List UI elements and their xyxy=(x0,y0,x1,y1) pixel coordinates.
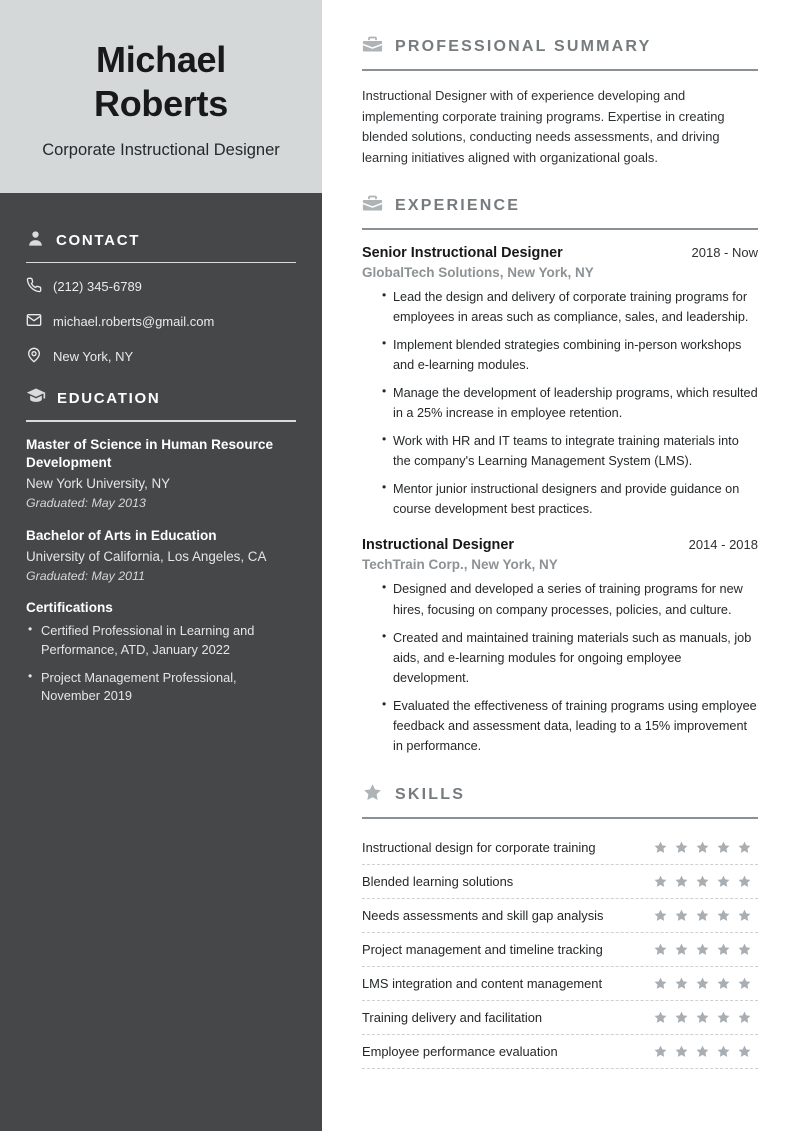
education-school: New York University, NY xyxy=(26,475,171,491)
skill-name: Project management and timeline tracking xyxy=(362,941,603,957)
skill-name: Instructional design for corporate training xyxy=(362,839,596,855)
education-heading-label: EDUCATION xyxy=(57,390,161,408)
education-school: University of California, Los Angeles, CA xyxy=(26,549,267,565)
education-heading xyxy=(26,386,296,411)
star-icon xyxy=(674,908,689,923)
skill-name: Blended learning solutions xyxy=(362,873,514,889)
location-pin-icon xyxy=(26,347,42,368)
experience-company: TechTrain Corp., New York, NY xyxy=(362,557,558,573)
name-header xyxy=(0,0,322,193)
education-item xyxy=(26,527,296,583)
star-icon xyxy=(695,1044,710,1059)
star-icon xyxy=(737,874,752,889)
star-icon xyxy=(695,942,710,957)
star-icon xyxy=(716,908,731,923)
star-icon xyxy=(737,976,752,991)
skills-list xyxy=(362,834,758,1069)
job-title: Corporate Instructional Designer xyxy=(42,140,280,159)
contact-phone[interactable] xyxy=(26,277,296,298)
skill-row xyxy=(362,1035,758,1069)
certifications-list xyxy=(26,622,296,705)
skill-rating xyxy=(653,976,758,991)
last-name: Roberts xyxy=(94,82,228,124)
star-icon xyxy=(737,908,752,923)
experience-heading-label: EXPERIENCE xyxy=(395,197,521,215)
sidebar xyxy=(0,0,322,1131)
star-icon xyxy=(716,1044,731,1059)
education-graduated: Graduated: May 2013 xyxy=(26,496,146,511)
skill-row xyxy=(362,933,758,967)
contact-phone-value: (212) 345-6789 xyxy=(53,279,142,295)
phone-icon xyxy=(26,277,42,298)
skill-rating xyxy=(653,874,758,889)
star-icon xyxy=(737,840,752,855)
skill-name: Needs assessments and skill gap analysis xyxy=(362,907,604,923)
skill-row xyxy=(362,865,758,899)
main-content xyxy=(322,0,800,1131)
list-item: • Project Management Professional, November 2019 xyxy=(26,669,296,706)
education-item xyxy=(26,436,296,510)
experience-dates: 2014 - 2018 xyxy=(688,537,758,553)
star-icon xyxy=(716,840,731,855)
summary-heading-label: PROFESSIONAL SUMMARY xyxy=(395,38,652,55)
star-icon xyxy=(674,942,689,957)
star-icon xyxy=(653,908,668,923)
star-icon xyxy=(674,1010,689,1025)
star-icon xyxy=(674,1044,689,1059)
sidebar-body xyxy=(0,193,322,1131)
education-degree: Master of Science in Human Resource Development xyxy=(26,436,274,470)
star-icon xyxy=(653,1044,668,1059)
summary-text: Instructional Designer with of experience developing and implementing corporate training programs. Expertise in creating blended solutions, conducting needs assessments, and driving learning initiatives aligned with organizational goals. xyxy=(362,87,725,166)
skill-name: Employee performance evaluation xyxy=(362,1043,558,1059)
education-degree: Bachelor of Arts in Education xyxy=(26,528,217,544)
experience-role: Instructional Designer xyxy=(362,537,514,554)
experience-section xyxy=(362,193,758,756)
summary-section xyxy=(362,34,758,169)
list-item: • Certified Professional in Learning and Performance, ATD, January 2022 xyxy=(26,622,296,659)
experience-job-header xyxy=(362,537,758,553)
summary-heading xyxy=(362,34,758,60)
briefcase-icon xyxy=(362,193,383,219)
star-icon xyxy=(695,908,710,923)
star-icon xyxy=(716,942,731,957)
experience-divider xyxy=(362,228,758,230)
list-item: • Manage the development of leadership programs, which resulted in a 25% increase in employee retention. xyxy=(382,383,758,423)
certifications-title: Certifications xyxy=(26,600,113,616)
skill-rating xyxy=(653,840,758,855)
star-icon xyxy=(695,840,710,855)
experience-dates: 2018 - Now xyxy=(691,244,758,260)
list-item: • Mentor junior instructional designers and provide guidance on course development best practices. xyxy=(382,479,758,519)
envelope-icon xyxy=(26,312,42,333)
experience-job xyxy=(362,245,758,520)
skill-rating xyxy=(653,1044,758,1059)
star-icon xyxy=(695,976,710,991)
contact-divider xyxy=(26,262,296,264)
list-item: • Designed and developed a series of training programs for new hires, focusing on company processes, policies, and culture. xyxy=(382,579,758,619)
contact-location[interactable] xyxy=(26,347,296,368)
skill-rating xyxy=(653,1010,758,1025)
experience-bullets xyxy=(362,579,758,756)
list-item: • Implement blended strategies combining in-person workshops and e-learning modules. xyxy=(382,335,758,375)
star-icon xyxy=(653,942,668,957)
skill-rating xyxy=(653,942,758,957)
experience-company: GlobalTech Solutions, New York, NY xyxy=(362,264,594,280)
education-graduated: Graduated: May 2011 xyxy=(26,569,145,584)
contact-heading xyxy=(26,229,296,253)
skill-row xyxy=(362,834,758,865)
education-section xyxy=(26,386,296,705)
star-icon xyxy=(737,942,752,957)
star-icon xyxy=(737,1044,752,1059)
star-icon xyxy=(716,1010,731,1025)
star-icon xyxy=(695,874,710,889)
skill-row xyxy=(362,1001,758,1035)
list-item: • Evaluated the effectiveness of training programs using employee feedback and assessment data, leading to a 15% improvement in performance. xyxy=(382,696,758,756)
list-item: • Lead the design and delivery of corporate training programs for employees in areas such as compliance, sales, and leadership. xyxy=(382,287,758,327)
star-icon xyxy=(653,1010,668,1025)
star-icon xyxy=(674,976,689,991)
experience-bullets xyxy=(362,287,758,520)
star-icon xyxy=(695,1010,710,1025)
education-divider xyxy=(26,420,296,422)
contact-heading-label: CONTACT xyxy=(56,232,141,250)
skill-row xyxy=(362,967,758,1001)
contact-email-value: michael.roberts@gmail.com xyxy=(53,314,215,330)
star-icon xyxy=(716,874,731,889)
star-icon xyxy=(362,782,383,808)
experience-job xyxy=(362,537,758,756)
experience-job-header xyxy=(362,245,758,261)
user-icon xyxy=(26,229,45,253)
contact-section xyxy=(26,229,296,369)
skill-name: Training delivery and facilitation xyxy=(362,1009,543,1025)
star-icon xyxy=(674,874,689,889)
star-icon xyxy=(653,874,668,889)
contact-location-value: New York, NY xyxy=(53,349,134,365)
briefcase-icon xyxy=(362,34,383,60)
contact-email[interactable] xyxy=(26,312,296,333)
graduation-cap-icon xyxy=(26,386,46,411)
skill-row xyxy=(362,899,758,933)
list-item: • Created and maintained training materials such as manuals, job aids, and e-learning modules for ongoing employee development. xyxy=(382,628,758,688)
star-icon xyxy=(737,1010,752,1025)
skill-rating xyxy=(653,908,758,923)
star-icon xyxy=(674,840,689,855)
skills-divider xyxy=(362,817,758,819)
skill-name: LMS integration and content management xyxy=(362,975,603,991)
first-name: Michael xyxy=(96,39,226,80)
skills-section xyxy=(362,782,758,1069)
experience-heading xyxy=(362,193,758,219)
summary-divider xyxy=(362,69,758,71)
list-item: • Work with HR and IT teams to integrate training materials into the company's Learning Management System (LMS). xyxy=(382,431,758,471)
star-icon xyxy=(653,976,668,991)
star-icon xyxy=(716,976,731,991)
skills-heading-label: SKILLS xyxy=(395,785,466,803)
experience-role: Senior Instructional Designer xyxy=(362,244,563,261)
star-icon xyxy=(653,840,668,855)
skills-heading xyxy=(362,782,758,808)
